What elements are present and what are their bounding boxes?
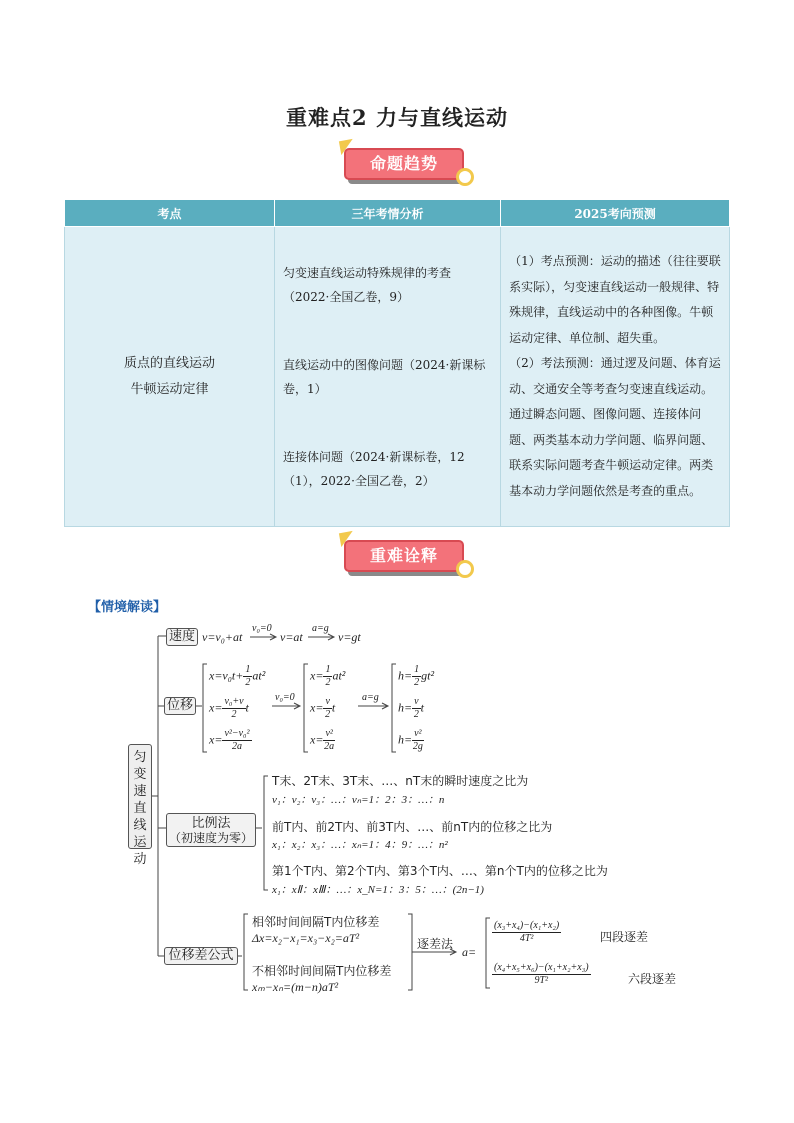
displacement-free-2: h= $\frac{v}{2}$ t: [398, 696, 424, 720]
forecast-item: （1）考点预测：运动的描述（往往要联系实际），匀变速直线运动一般规律、特殊规律，直线运动中的各种图像。牛顿运动定律、单位制、超失重。: [509, 254, 721, 345]
banner-explain-text: 重难诠释: [369, 546, 438, 565]
ratio-line-1: T末、2T末、3T末、…、nT末的瞬时速度之比为: [272, 774, 529, 788]
displacement-zero-1: x= $\frac{1}{2}$ at²: [310, 664, 346, 688]
displacement-formula-1: x=v₀t+ $\frac{1}{2}$ at²: [209, 664, 266, 688]
page-title: 重难点2 力与直线运动: [286, 105, 508, 130]
ratio-label: 比例法: [191, 816, 231, 831]
banner-trend-text: 命题趋势: [369, 154, 438, 173]
six-segment-formula: $\frac{\text{(x₄+x₅+x₆)−(x₁+x₂+x₃)}}{\text{9T²}}$: [494, 962, 589, 986]
ratio-line-2: v₁：v₂：v₃：…：vₙ=1：2：3：…：n: [272, 794, 445, 806]
velocity-formula-zero: v=at: [280, 630, 303, 644]
ratio-node: [166, 813, 256, 847]
table-header-analysis: 三年考情分析: [274, 200, 500, 227]
table-header-topic: 考点: [65, 200, 275, 227]
diff-line-4: xₘ−xₙ=(m−n)aT²: [252, 980, 339, 994]
section-label: 【情境解读】: [88, 600, 167, 615]
velocity-condition-v0: v₀=0: [252, 623, 272, 634]
displacement-condition-g: a=g: [362, 692, 379, 703]
displacement-free-1: h= $\frac{1}{2}$ gt²: [398, 664, 435, 688]
displacement-free-3: h= $\frac{\text{v²}}{2g}$: [398, 728, 423, 752]
displacement-node: 位移: [164, 697, 196, 715]
analysis-item: 直线运动中的图像问题（2024·新课标卷，1）: [282, 357, 486, 396]
four-segment-note: 四段逐差: [600, 930, 649, 944]
displacement-zero-2: x= $\frac{v}{2}$ t: [310, 696, 336, 720]
diff-node: 位移差公式: [164, 947, 238, 965]
velocity-formula-free: v=gt: [338, 630, 361, 644]
six-segment-note: 六段逐差: [628, 972, 677, 986]
analysis-item: 匀变速直线运动特殊规律的考查（2022·全国乙卷，9）: [282, 265, 451, 304]
analysis-item: 连接体问题（2024·新课标卷，12（1），2022·全国乙卷，2）: [282, 449, 465, 488]
four-segment-formula: $\frac{\text{(x₃+x₄)−(x₁+x₂)}}{\text{4T²}}$: [494, 920, 560, 944]
ratio-line-5: 第1个T内、第2个T内、第3个T内、…、第n个T内的位移之比为: [272, 864, 608, 878]
table-header-forecast: 2025考向预测: [501, 200, 730, 227]
diff-line-3: 不相邻时间间隔T内位移差: [252, 964, 392, 978]
ratio-line-6: x₁：xⅡ：xⅢ：…：x_N=1：3：5：…：(2n−1): [272, 884, 484, 896]
displacement-formula-3: x= $\frac{\text{v²−v₀²}}{2a}$: [209, 728, 250, 752]
topic-line: 牛顿运动定律: [130, 381, 209, 397]
ratio-sub: （初速度为零）: [168, 831, 253, 845]
displacement-condition-v0: v₀=0: [275, 692, 295, 703]
topic-line: 质点的直线运动: [123, 355, 215, 371]
velocity-node: 速度: [166, 628, 198, 646]
method-label: 逐差法: [416, 937, 453, 951]
root-node: 匀变速直线运动: [128, 744, 152, 849]
ratio-line-4: x₁：x₂：x₃：…：xₙ=1：4：9：…：n²: [272, 839, 448, 851]
diff-line-1: 相邻时间间隔T内位移差: [252, 915, 380, 929]
velocity-condition-g: a=g: [312, 623, 329, 634]
displacement-zero-3: x= $\frac{\text{v²}}{2a}$: [310, 728, 335, 752]
forecast-item: （2）考法预测：通过逻及问题、体育运动、交通安全等考查匀变速直线运动。通过瞬态问题、图像问题、连接体问题、两类基本动力学问题、临界问题、联系实际问题考查牛顿运动定律。两类基本动力学问题依然是考查的重点。: [509, 356, 721, 498]
diff-lhs: a=: [462, 945, 477, 959]
displacement-formula-2: x= $\frac{\text{v₀+v}}{2}$ t: [209, 696, 249, 720]
velocity-formula-general: v=v₀+at: [202, 630, 243, 644]
ratio-line-3: 前T内、前2T内、前3T内、…、前nT内的位移之比为: [272, 820, 553, 834]
diff-line-2: Δx=x₂−x₁=x₃−x₂=aT²: [252, 931, 360, 945]
